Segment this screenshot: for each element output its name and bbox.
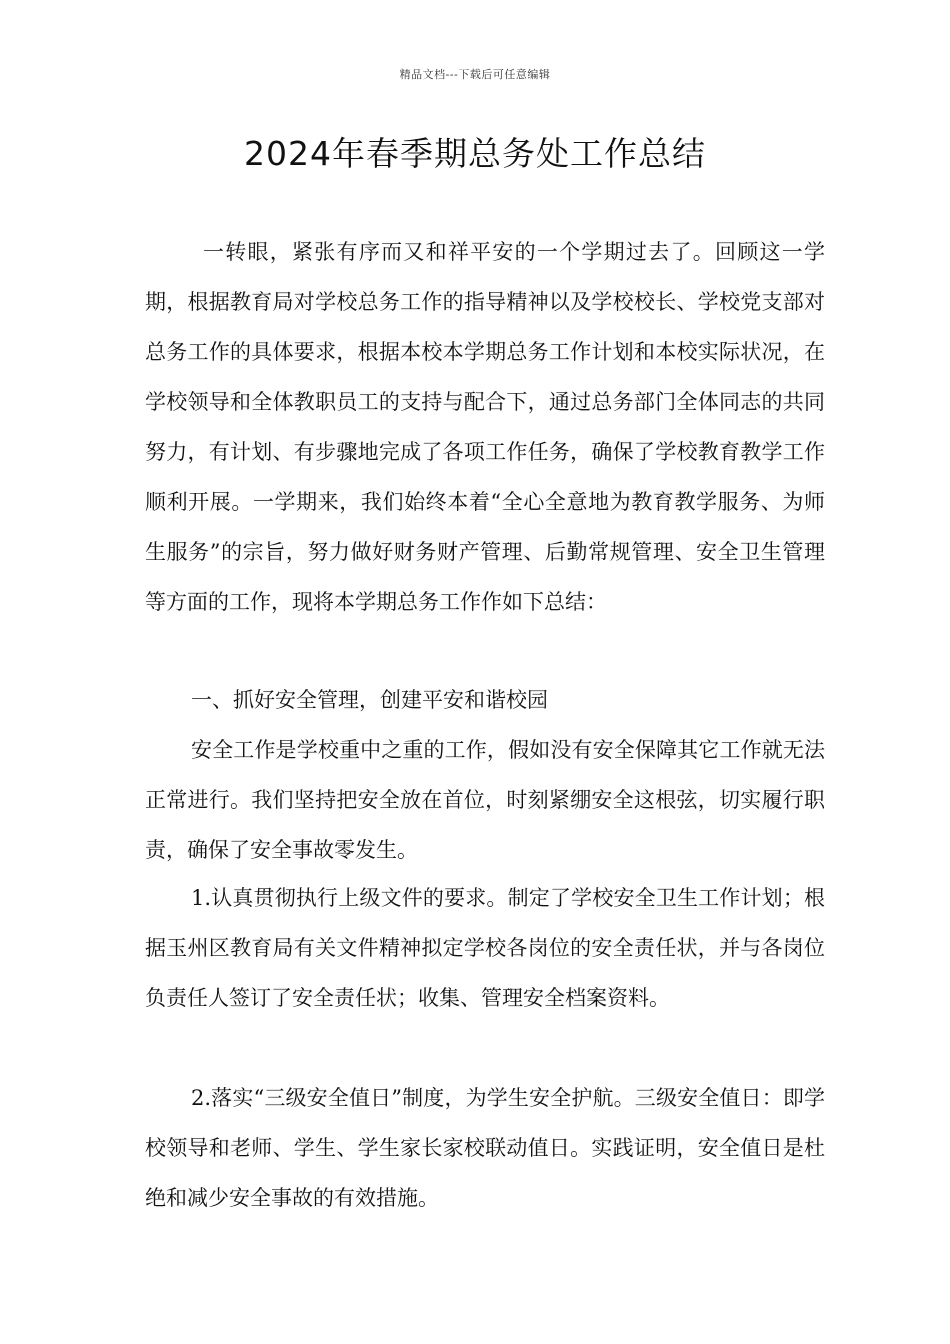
section-heading-safety: 一、抓好安全管理，创建平安和谐校园	[191, 688, 548, 712]
page-header: 精品文档---下载后可任意编辑	[399, 68, 551, 81]
paragraph-item-2: 2.落实“三级安全值日”制度，为学生安全护航。三级安全值日：即学校领导和老师、学生、学生家长家校联动值日。实践证明，安全值日是杜绝和减少安全事故的有效措施。	[145, 1086, 825, 1210]
paragraph-safety-overview: 安全工作是学校重中之重的工作，假如没有安全保障其它工作就无法正常进行。我们坚持把安全放在首位，时刻紧绷安全这根弦，切实履行职责，确保了安全事故零发生。	[145, 738, 825, 862]
document-title: 2024年春季期总务处工作总结	[244, 134, 706, 173]
paragraph-intro: 一转眼，紧张有序而又和祥平安的一个学期过去了。回顾这一学期，根据教育局对学校总务工作的指导精神以及学校校长、学校党支部对总务工作的具体要求，根据本校本学期总务工作计划和本校实际状况，在学校领导和全体教职员工的支持与配合下，通过总务部门全体同志的共同努力，有计划、有步骤地完成了各项工作任务，确保了学校教育教学工作顺利开展。一学期来，我们始终本着“全心全意地为教育教学服务、为师生服务”的宗旨，努力做好财务财产管理、后勤常规管理、安全卫生管理等方面的工作，现将本学期总务工作作如下总结：	[145, 240, 825, 614]
paragraph-item-1: 1.认真贯彻执行上级文件的要求。制定了学校安全卫生工作计划；根据玉州区教育局有关文件精神拟定学校各岗位的安全责任状，并与各岗位负责任人签订了安全责任状；收集、管理安全档案资料。	[145, 886, 825, 1010]
